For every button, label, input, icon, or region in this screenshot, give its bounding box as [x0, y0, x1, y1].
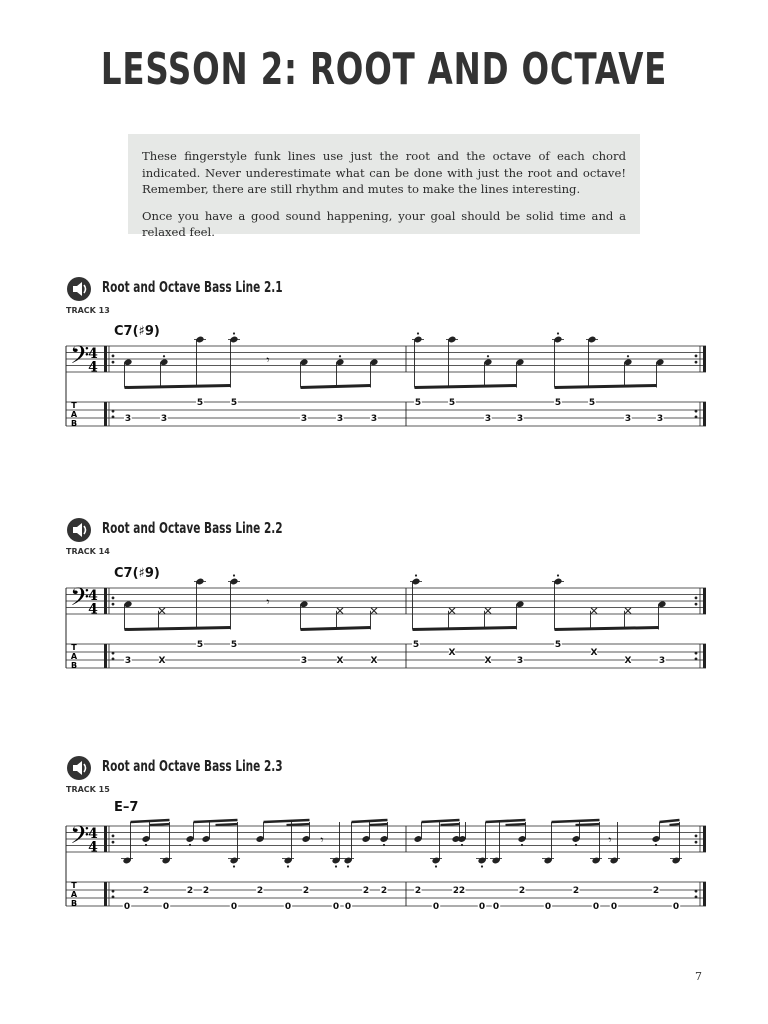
tab-fret-number: 3: [160, 414, 168, 424]
tab-fret-number: 0: [544, 902, 552, 912]
tab-fret-number: X: [448, 648, 456, 658]
repeat-dot: [695, 895, 698, 898]
repeat-dot: [695, 834, 698, 837]
bass-clef: 𝄢: [70, 821, 90, 857]
repeat-dot: [695, 603, 698, 606]
bass-clef: 𝄢: [70, 341, 90, 377]
tab-fret-number: 0: [284, 902, 292, 912]
repeat-thick-bar: [703, 882, 706, 906]
intro-box: [128, 134, 640, 240]
tab-fret-number: 0: [432, 902, 440, 912]
tab-fret-number: 2: [142, 886, 150, 896]
tab-fret-number: 2: [652, 886, 660, 896]
tab-fret-number: 0: [492, 902, 500, 912]
repeat-dot: [112, 415, 115, 418]
tab-fret-number: X: [590, 648, 598, 658]
tab-clef-letter: T: [71, 881, 77, 890]
beam: [555, 386, 657, 388]
tab-fret-number: 3: [124, 414, 132, 424]
staccato-dot: [487, 355, 489, 357]
tab-fret-number: 0: [344, 902, 352, 912]
repeat-dot: [112, 834, 115, 837]
tab-fret-number: X: [484, 656, 492, 666]
eighth-rest: 𝄾: [608, 833, 612, 848]
tab-fret-number: 3: [516, 414, 524, 424]
example-title: Root and Octave Bass Line 2.2: [102, 519, 283, 537]
staccato-dot: [189, 844, 191, 846]
chord-symbol: C7(♯9): [114, 566, 160, 581]
repeat-thick-bar: [703, 346, 706, 372]
tab-fret-number: 3: [370, 414, 378, 424]
chord-symbol: E–7: [114, 800, 139, 815]
muted-note: [159, 608, 165, 614]
muted-note: [449, 608, 455, 614]
bass-clef: 𝄢: [70, 583, 90, 619]
repeat-dot: [695, 410, 698, 413]
time-signature-top: 4: [88, 826, 98, 842]
tab-clef-letter: B: [70, 899, 78, 908]
track-label: TRACK 13: [66, 306, 110, 315]
beam: [422, 820, 460, 822]
beam: [486, 820, 526, 822]
tab-fret-number: 3: [300, 414, 308, 424]
tab-fret-number: 2: [362, 886, 370, 896]
repeat-dot: [695, 596, 698, 599]
repeat-thick-bar: [104, 644, 107, 668]
beam: [555, 628, 659, 630]
track-label: TRACK 14: [66, 547, 110, 556]
staccato-dot: [481, 865, 483, 867]
beam: [413, 628, 517, 630]
tab-fret-number: 3: [516, 656, 524, 666]
repeat-dot: [695, 841, 698, 844]
tab-fret-number: 2: [302, 886, 310, 896]
tab-fret-number: 3: [124, 656, 132, 666]
tab-fret-number: 2: [380, 886, 388, 896]
repeat-dot: [695, 415, 698, 418]
staccato-dot: [233, 574, 235, 576]
tab-fret-number: 3: [624, 414, 632, 424]
time-signature-bottom: 4: [88, 359, 98, 376]
tab-fret-number: 5: [588, 398, 596, 408]
beam-secondary: [216, 824, 238, 825]
tab-fret-number: 2: [186, 886, 194, 896]
eighth-rest: 𝄾: [320, 833, 324, 848]
tab-clef-letter: A: [70, 410, 78, 419]
beam: [131, 820, 170, 822]
repeat-thick-bar: [703, 644, 706, 668]
tab-fret-number: 5: [230, 640, 238, 650]
staccato-dot: [233, 865, 235, 867]
repeat-dot: [695, 890, 698, 893]
tab-fret-number: 0: [123, 902, 131, 912]
tab-fret-number: X: [336, 656, 344, 666]
tab-fret-number: 5: [412, 640, 420, 650]
chord-symbol: C7(♯9): [114, 324, 160, 339]
repeat-dot: [695, 361, 698, 364]
repeat-thick-bar: [104, 346, 107, 372]
repeat-thick-bar: [703, 402, 706, 426]
tab-clef-letter: A: [70, 890, 78, 899]
tab-fret-number: 2: [414, 886, 422, 896]
repeat-dot: [695, 354, 698, 357]
beam-secondary: [441, 824, 460, 825]
beam: [125, 386, 231, 388]
time-signature-bottom: 4: [88, 601, 98, 618]
example-title: Root and Octave Bass Line 2.3: [102, 757, 283, 775]
staccato-dot: [163, 355, 165, 357]
staccato-dot: [627, 355, 629, 357]
muted-note: [371, 608, 377, 614]
beam-secondary: [576, 824, 600, 825]
music-system: [0, 800, 768, 930]
staccato-dot: [347, 865, 349, 867]
tab-fret-number: 3: [300, 656, 308, 666]
time-signature-top: 4: [88, 588, 98, 604]
tab-clef-letter: B: [70, 419, 78, 428]
repeat-dot: [112, 410, 115, 413]
repeat-dot: [695, 652, 698, 655]
tab-fret-number: 2: [572, 886, 580, 896]
tab-fret-number: 0: [592, 902, 600, 912]
page-title: LESSON 2: ROOT AND OCTAVE: [100, 44, 668, 95]
beam-secondary: [150, 824, 170, 825]
tab-fret-number: 5: [196, 398, 204, 408]
beam: [194, 820, 238, 822]
tab-fret-number: 3: [656, 414, 664, 424]
time-signature-bottom: 4: [88, 839, 98, 856]
staccato-dot: [145, 844, 147, 846]
tab-fret-number: 3: [658, 656, 666, 666]
beam: [125, 628, 231, 630]
audio-speaker-icon[interactable]: [66, 755, 92, 781]
page-number: 7: [695, 970, 702, 983]
tab-fret-number: 0: [672, 902, 680, 912]
beam: [660, 820, 680, 822]
beam: [415, 386, 517, 388]
tab-fret-number: 2: [202, 886, 210, 896]
staccato-dot: [557, 332, 559, 334]
tab-fret-number: 5: [448, 398, 456, 408]
tab-fret-number: 5: [554, 398, 562, 408]
beam: [264, 820, 310, 822]
time-signature-top: 4: [88, 346, 98, 362]
eighth-rest: 𝄾: [266, 595, 270, 610]
staccato-dot: [233, 332, 235, 334]
tab-clef-letter: A: [70, 652, 78, 661]
music-system: [0, 562, 768, 682]
staccato-dot: [557, 574, 559, 576]
tab-fret-number: 2: [518, 886, 526, 896]
staccato-dot: [287, 865, 289, 867]
tab-fret-number: 2: [256, 886, 264, 896]
beam: [301, 386, 371, 388]
staccato-dot: [417, 332, 419, 334]
repeat-dot: [112, 603, 115, 606]
repeat-dot: [112, 657, 115, 660]
beam: [301, 628, 371, 630]
tab-fret-number: 5: [414, 398, 422, 408]
muted-note: [485, 608, 491, 614]
repeat-dot: [112, 652, 115, 655]
staccato-dot: [461, 844, 463, 846]
tab-fret-number: 0: [332, 902, 340, 912]
example-title: Root and Octave Bass Line 2.1: [102, 278, 283, 296]
repeat-thick-bar: [703, 588, 706, 614]
beam: [552, 820, 600, 822]
staccato-dot: [435, 865, 437, 867]
beam-secondary: [287, 824, 310, 825]
beam-secondary: [370, 824, 388, 825]
tab-fret-number: 0: [478, 902, 486, 912]
repeat-thick-bar: [104, 882, 107, 906]
repeat-dot: [112, 890, 115, 893]
staccato-dot: [383, 844, 385, 846]
beam-secondary: [506, 824, 526, 825]
track-label: TRACK 15: [66, 785, 110, 794]
repeat-dot: [112, 354, 115, 357]
repeat-thick-bar: [104, 588, 107, 614]
eighth-rest: 𝄾: [266, 353, 270, 368]
repeat-thick-bar: [104, 826, 107, 852]
tab-clef-letter: T: [71, 643, 77, 652]
beam-secondary: [670, 824, 680, 825]
muted-note: [337, 608, 343, 614]
tab-clef-letter: B: [70, 661, 78, 670]
repeat-dot: [112, 596, 115, 599]
repeat-dot: [112, 895, 115, 898]
beam: [352, 820, 388, 822]
tab-fret-number: 0: [230, 902, 238, 912]
tab-clef-letter: T: [71, 401, 77, 410]
staccato-dot: [339, 355, 341, 357]
staccato-dot: [521, 844, 523, 846]
staccato-dot: [415, 574, 417, 576]
tab-fret-number: 2: [458, 886, 466, 896]
music-system: [0, 320, 768, 440]
tab-fret-number: 0: [610, 902, 618, 912]
intro-paragraph-1: These fingerstyle funk lines use just the root and the octave of each chord indicated. Never underestimate what can be done with just the root and octave! Remember, there are still rhythm and mutes to make the lines interesting.: [142, 149, 626, 197]
muted-note: [591, 608, 597, 614]
tab-fret-number: X: [370, 656, 378, 666]
audio-speaker-icon[interactable]: [66, 517, 92, 543]
repeat-thick-bar: [703, 826, 706, 852]
tab-fret-number: 5: [196, 640, 204, 650]
audio-speaker-icon[interactable]: [66, 276, 92, 302]
tab-fret-number: X: [624, 656, 632, 666]
repeat-dot: [695, 657, 698, 660]
staccato-dot: [335, 865, 337, 867]
tab-fret-number: 3: [484, 414, 492, 424]
tab-fret-number: X: [158, 656, 166, 666]
repeat-dot: [112, 841, 115, 844]
muted-note: [625, 608, 631, 614]
tab-fret-number: 2: [452, 886, 460, 896]
intro-paragraph-2: Once you have a good sound happening, your goal should be solid time and a relaxed feel.: [142, 208, 626, 240]
repeat-thick-bar: [104, 402, 107, 426]
repeat-dot: [112, 361, 115, 364]
staccato-dot: [575, 844, 577, 846]
staccato-dot: [655, 844, 657, 846]
tab-fret-number: 5: [230, 398, 238, 408]
tab-fret-number: 0: [162, 902, 170, 912]
tab-fret-number: 5: [554, 640, 562, 650]
tab-fret-number: 3: [336, 414, 344, 424]
